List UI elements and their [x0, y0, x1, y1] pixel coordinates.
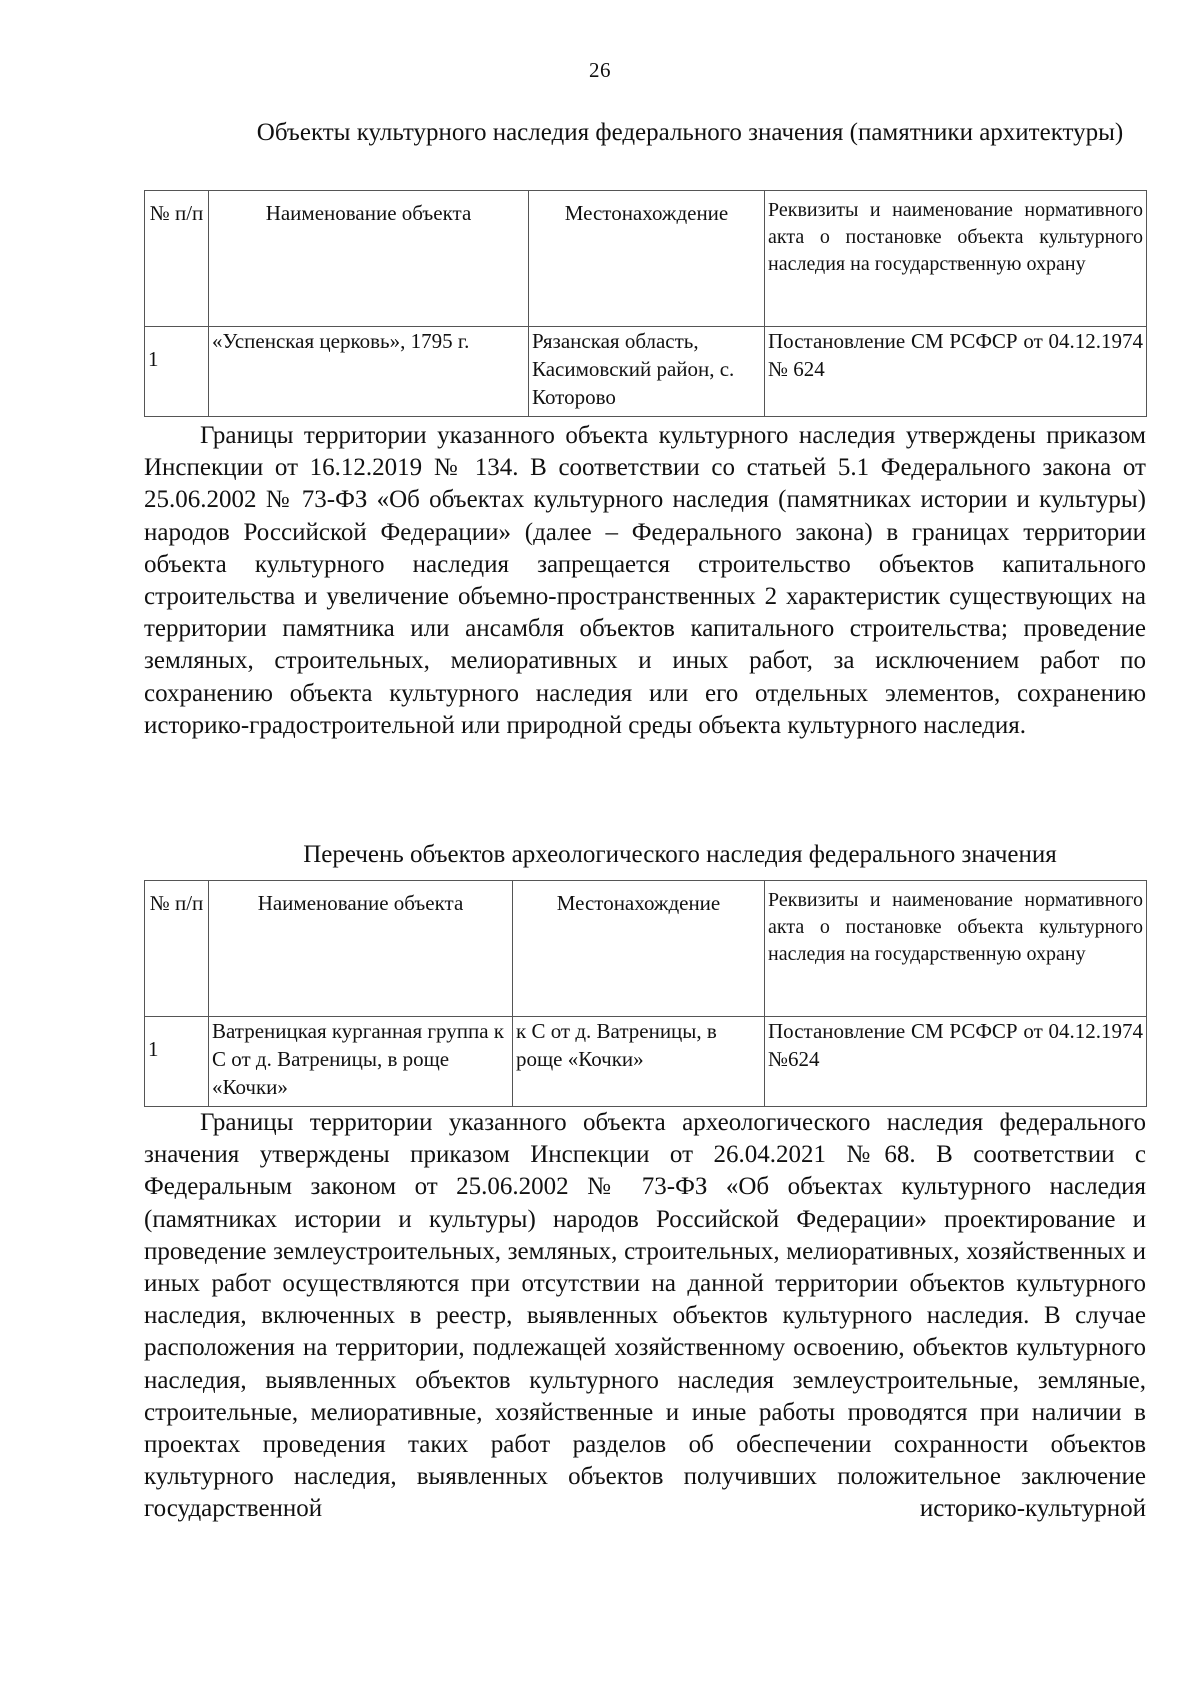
cell-requisites: Постановление СМ РСФСР от 04.12.1974 №624 [765, 1017, 1147, 1107]
cell-name: Ватреницкая курганная группа к С от д. Ватреницы, в роще «Кочки» [209, 1017, 513, 1107]
cell-num: 1 [145, 327, 209, 417]
header-location: Местонахождение [513, 881, 765, 1017]
header-requisites: Реквизиты и наименование нормативного акта о постановке объекта культурного наследия на государственную охрану [765, 881, 1147, 1017]
paragraph-architecture-boundaries: Границы территории указанного объекта культурного наследия утверждены приказом Инспекции от 16.12.2019 № 134. В соответствии со статьей 5.1 Федерального закона от 25.06.2002 № 73-ФЗ «Об объектах культурного наследия (памятниках истории и культуры) народов Российской Федерации» (далее – Федерального закона) в границах территории объекта культурного наследия запрещается строительство объектов капитального строительства и увеличение объемно-пространственных 2 характеристик существующих на территории памятника или ансамбля объектов капитального строительства; проведение земляных, строительных, мелиоративных и иных работ, за исключением работ по сохранению объекта культурного наследия или его отдельных элементов, сохранению историко-градостроительной или природной среды объекта культурного наследия. [144, 422, 1146, 739]
page-number: 26 [589, 58, 611, 82]
header-name: Наименование объекта [209, 191, 529, 327]
cell-requisites: Постановление СМ РСФСР от 04.12.1974 № 624 [765, 327, 1147, 417]
header-requisites: Реквизиты и наименование нормативного акта о постановке объекта культурного наследия на государственную охрану [765, 191, 1147, 327]
cell-name: «Успенская церковь», 1795 г. [209, 327, 529, 417]
table-row [145, 1017, 1147, 1107]
architecture-monuments-table [144, 190, 1147, 417]
cell-location: к С от д. Ватреницы, в роще «Кочки» [513, 1017, 765, 1107]
table-header-row [145, 881, 1147, 1017]
paragraph-archaeology-boundaries: Границы территории указанного объекта археологического наследия федерального значения утверждены приказом Инспекции от 26.04.2021 №68. В соответствии с Федеральным законом от 25.06.2002 № 73-ФЗ «Об объектах культурного наследия (памятниках истории и культуры) народов Российской Федерации» проектирование и проведение землеустроительных, земляных, строительных, мелиоративных, хозяйственных и иных работ осуществляются при отсутствии на данной территории объектов культурного наследия, включенных в реестр, выявленных объектов культурного наследия. В случае расположения на территории, подлежащей хозяйственному освоению, объектов культурного наследия, выявленных объектов культурного наследия землеустроительные, земляные, строительные, мелиоративные, хозяйственные и иные работы проводятся при наличии в проектах проведения таких работ разделов об обеспечении сохранности объектов культурного наследия, выявленных объектов получивших положительное заключение государственной историко-культурной [144, 1109, 1146, 1523]
header-num: № п/п [145, 881, 209, 1017]
header-location: Местонахождение [529, 191, 765, 327]
table-row [145, 327, 1147, 417]
cell-num: 1 [145, 1017, 209, 1107]
table-header-row [145, 191, 1147, 327]
section-title-architecture: Объекты культурного наследия федерального значения (памятники архитектуры) [256, 119, 1124, 146]
header-name: Наименование объекта [209, 881, 513, 1017]
section-title-archaeology: Перечень объектов археологического наследия федерального значения [303, 841, 1057, 868]
header-num: № п/п [145, 191, 209, 327]
cell-location: Рязанская область, Касимовский район, с. Которово [529, 327, 765, 417]
archaeology-objects-table [144, 880, 1147, 1107]
